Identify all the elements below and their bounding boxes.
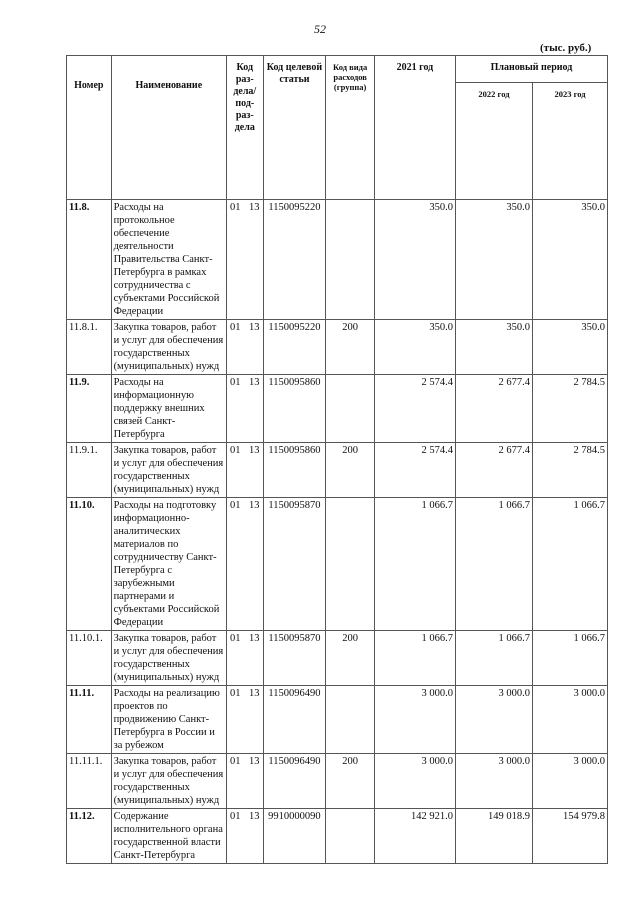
row-name: Закупка товаров, работ и услуг для обеспечения государственных (муниципальных) нужд: [111, 443, 226, 498]
row-amount-2022: 350.0: [455, 200, 532, 320]
row-section-code: [227, 443, 263, 498]
row-target-code: 1150095220: [263, 320, 326, 375]
row-target-code: 1150095870: [263, 631, 326, 686]
row-amount-2021: 350.0: [374, 320, 455, 375]
row-number: 11.11.1.: [67, 754, 112, 809]
row-section-part: 01: [230, 377, 241, 388]
row-section-code: [227, 498, 263, 631]
table-row: [67, 809, 608, 864]
row-section-code: [227, 375, 263, 443]
row-name: Закупка товаров, работ и услуг для обеспечения государственных (муниципальных) нужд: [111, 320, 226, 375]
header-kind: Код вида расходов (группа): [326, 56, 375, 200]
row-amount-2021: 142 921.0: [374, 809, 455, 864]
header-planned-period: Плановый период: [455, 56, 607, 83]
table-row: [67, 631, 608, 686]
row-subsection-part: 13: [249, 377, 260, 388]
row-expense-kind: [326, 498, 375, 631]
budget-table: [66, 55, 608, 864]
header-section: Код раз-дела/под-раз-дела: [227, 56, 263, 200]
table-row: [67, 375, 608, 443]
row-number: 11.8.: [67, 200, 112, 320]
header-year-2021: 2021 год: [374, 56, 455, 200]
row-number: 11.8.1.: [67, 320, 112, 375]
row-target-code: 1150095860: [263, 443, 326, 498]
table-row: [67, 320, 608, 375]
row-section-part: 01: [230, 688, 241, 699]
row-amount-2021: 2 574.4: [374, 443, 455, 498]
row-name: Расходы на подготовку информационно-аналитических материалов по сотрудничеству Санкт-Петербурга с зарубежными партнерами и субъектами Российской Федерации: [111, 498, 226, 631]
row-section-part: 01: [230, 756, 241, 767]
row-amount-2022: 149 018.9: [455, 809, 532, 864]
row-number: 11.9.: [67, 375, 112, 443]
row-section-part: 01: [230, 322, 241, 333]
row-number: 11.11.: [67, 686, 112, 754]
table-row: [67, 754, 608, 809]
table-row: [67, 200, 608, 320]
row-amount-2023: 350.0: [532, 200, 607, 320]
row-section-part: 01: [230, 633, 241, 644]
row-amount-2023: 1 066.7: [532, 498, 607, 631]
row-target-code: 1150096490: [263, 686, 326, 754]
row-section-part: 01: [230, 445, 241, 456]
row-amount-2023: 154 979.8: [532, 809, 607, 864]
row-expense-kind: [326, 809, 375, 864]
row-amount-2023: 3 000.0: [532, 754, 607, 809]
row-expense-kind: [326, 686, 375, 754]
row-number: 11.10.1.: [67, 631, 112, 686]
row-amount-2023: 3 000.0: [532, 686, 607, 754]
table-row: [67, 443, 608, 498]
row-amount-2022: 1 066.7: [455, 631, 532, 686]
row-amount-2022: 3 000.0: [455, 754, 532, 809]
row-target-code: 1150095220: [263, 200, 326, 320]
row-subsection-part: 13: [249, 688, 260, 699]
table-row: [67, 498, 608, 631]
row-section-code: [227, 754, 263, 809]
row-section-part: 01: [230, 202, 241, 213]
row-number: 11.10.: [67, 498, 112, 631]
row-amount-2021: 1 066.7: [374, 631, 455, 686]
row-number: 11.9.1.: [67, 443, 112, 498]
row-section-code: [227, 631, 263, 686]
row-name: Закупка товаров, работ и услуг для обеспечения государственных (муниципальных) нужд: [111, 754, 226, 809]
row-subsection-part: 13: [249, 202, 260, 213]
row-section-code: [227, 686, 263, 754]
row-amount-2022: 350.0: [455, 320, 532, 375]
header-target: Код целевой статьи: [263, 56, 326, 200]
table-row: [67, 686, 608, 754]
header-number: Номер: [67, 56, 112, 200]
row-expense-kind: [326, 375, 375, 443]
header-name: Наименование: [111, 56, 226, 200]
row-target-code: 1150096490: [263, 754, 326, 809]
row-expense-kind: 200: [326, 443, 375, 498]
units-note: (тыс. руб.): [540, 42, 592, 54]
header-year-2022: 2022 год: [455, 82, 532, 199]
row-amount-2021: 3 000.0: [374, 686, 455, 754]
row-amount-2022: 3 000.0: [455, 686, 532, 754]
row-amount-2021: 350.0: [374, 200, 455, 320]
row-target-code: 9910000090: [263, 809, 326, 864]
row-expense-kind: 200: [326, 631, 375, 686]
row-section-part: 01: [230, 811, 241, 822]
row-subsection-part: 13: [249, 811, 260, 822]
row-target-code: 1150095870: [263, 498, 326, 631]
row-subsection-part: 13: [249, 633, 260, 644]
row-section-part: 01: [230, 500, 241, 511]
row-expense-kind: 200: [326, 320, 375, 375]
row-subsection-part: 13: [249, 500, 260, 511]
row-number: 11.12.: [67, 809, 112, 864]
row-amount-2022: 2 677.4: [455, 375, 532, 443]
row-amount-2022: 1 066.7: [455, 498, 532, 631]
row-name: Расходы на информационную поддержку внешних связей Санкт-Петербурга: [111, 375, 226, 443]
row-section-code: [227, 809, 263, 864]
row-expense-kind: [326, 200, 375, 320]
row-subsection-part: 13: [249, 756, 260, 767]
row-subsection-part: 13: [249, 322, 260, 333]
row-section-code: [227, 320, 263, 375]
row-name: Расходы на реализацию проектов по продвижению Санкт-Петербурга в России и за рубежом: [111, 686, 226, 754]
row-expense-kind: 200: [326, 754, 375, 809]
row-name: Расходы на протокольное обеспечение деятельности Правительства Санкт-Петербурга в рамках сотрудничества с субъектами Российской Федерации: [111, 200, 226, 320]
row-amount-2023: 1 066.7: [532, 631, 607, 686]
table-header: [67, 56, 608, 200]
row-amount-2021: 1 066.7: [374, 498, 455, 631]
row-section-code: [227, 200, 263, 320]
row-name: Содержание исполнительного органа государственной власти Санкт-Петербурга: [111, 809, 226, 864]
row-name: Закупка товаров, работ и услуг для обеспечения государственных (муниципальных) нужд: [111, 631, 226, 686]
row-amount-2021: 2 574.4: [374, 375, 455, 443]
table-body: [67, 200, 608, 864]
row-amount-2023: 2 784.5: [532, 443, 607, 498]
row-amount-2022: 2 677.4: [455, 443, 532, 498]
row-target-code: 1150095860: [263, 375, 326, 443]
row-amount-2021: 3 000.0: [374, 754, 455, 809]
row-amount-2023: 350.0: [532, 320, 607, 375]
row-subsection-part: 13: [249, 445, 260, 456]
header-year-2023: 2023 год: [532, 82, 607, 199]
page-number: 52: [314, 22, 326, 36]
row-amount-2023: 2 784.5: [532, 375, 607, 443]
